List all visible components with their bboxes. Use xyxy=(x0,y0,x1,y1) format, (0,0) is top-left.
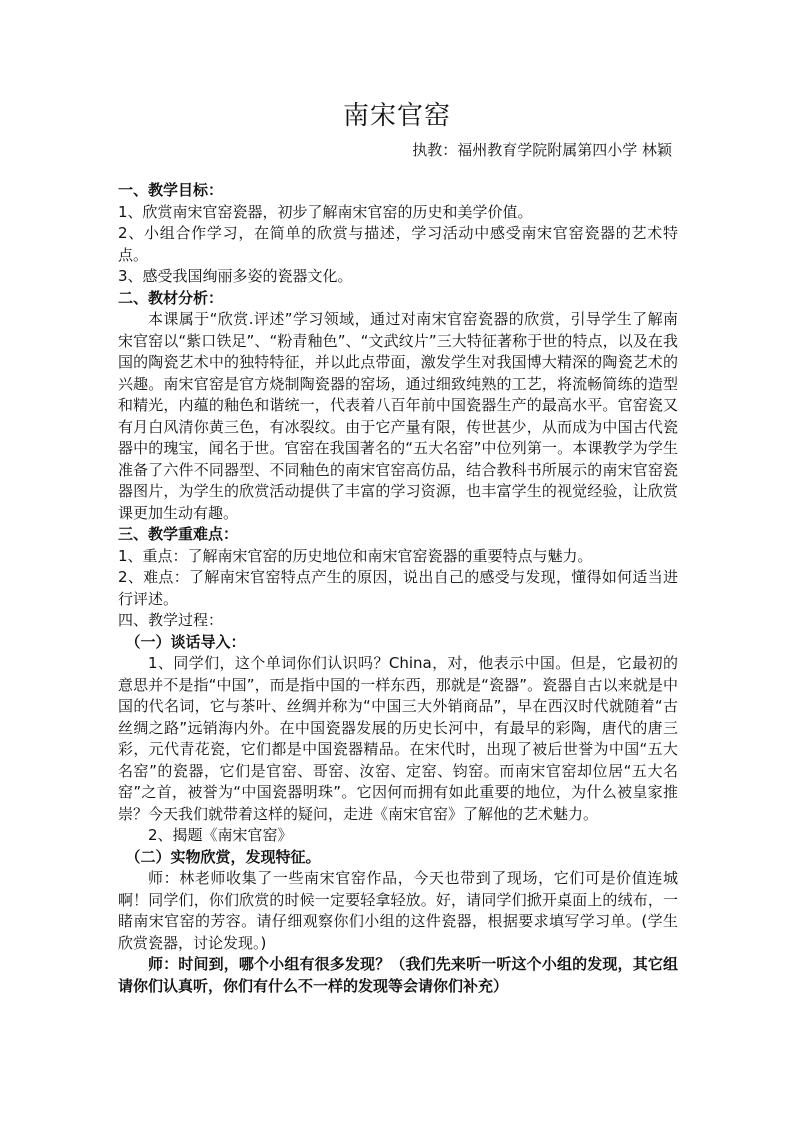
keypoint-item: 2、难点：了解南宋官窑特点产生的原因，说出自己的感受与发现，懂得如何适当进行评述。 xyxy=(118,568,678,608)
goals-heading: 一、教学目标： xyxy=(118,181,224,199)
analysis-paragraph: 本课属于“欣赏.评述”学习领域，通过对南宋官窑瓷器的欣赏，引导学生了解南宋官窑以“紫口铁足”、“粉青釉色”、“文武纹片”三大特征著称于世的特点，以及在我国的陶瓷艺术中的独特特征，并以此点带面，激发学生对我国博大精深的陶瓷艺术的兴趣。南宋官窑是官方烧制陶瓷器的窑场，通过细致纯熟的工艺，将流畅简练的造型和精光，内蕴的釉色和谐统一，代表着八百年前中国瓷器生产的最高水平。官窑瓷又有月白风清你黄三色，有冰裂纹。由于它产量有限，传世甚少，从而成为中国古代瓷器中的瑰宝，闻名于世。官窑在我国著名的“五大名窑”中位列第一。本课教学为学生准备了六件不同器型、不同釉色的南宋官窑高仿品，结合教科书所展示的南宋官窑瓷器图片，为学生的欣赏活动提供了丰富的学习资源，也丰富学生的视觉经验，让欣赏课更加生动有趣。 xyxy=(118,310,678,522)
process-heading: 四、教学过程： xyxy=(118,611,224,629)
page-title: 南宋官窑 xyxy=(342,101,451,131)
step1-topic: 2、揭题《南宋官窑》 xyxy=(148,826,293,844)
document-body xyxy=(118,180,678,997)
keypoints-heading: 三、教学重难点： xyxy=(118,525,239,543)
goal-item: 3、感受我国绚丽多姿的瓷器文化。 xyxy=(118,267,353,285)
author-line: 执教：福州教育学院附属第四小学 林颖 xyxy=(412,141,672,159)
step2-paragraph: 师：林老师收集了一些南宋官窑作品，今天也带到了现场，它们可是价值连城啊！同学们，你们欣赏的时候一定要轻拿轻放。好，请同学们掀开桌面上的绒布，一睹南宋官窑的芳容。请仔细观察你们小组的这件瓷器，根据要求填写学习单。(学生欣赏瓷器，讨论发现。) xyxy=(118,869,678,952)
keypoint-item: 1、重点：了解南宋官窑的历史地位和南宋官窑瓷器的重要特点与魅力。 xyxy=(118,546,593,565)
step1-heading: （一）谈话导入： xyxy=(125,632,246,651)
step2-question: 师：时间到，哪个小组有很多发现？（我们先来听一听这个小组的发现，其它组请你们认真听，你们有什么不一样的发现等会请你们补充） xyxy=(118,955,678,995)
step2-heading: （二）实物欣赏，发现特征。 xyxy=(125,847,321,866)
goal-item: 2、小组合作学习，在简单的欣赏与描述，学习活动中感受南宋官窑瓷器的艺术特点。 xyxy=(118,224,678,264)
step1-paragraph: 1、同学们，这个单词你们认识吗？China，对，他表示中国。但是，它最初的意思并不是指“中国”，而是指中国的一样东西，那就是“瓷器”。瓷器自古以来就是中国的代名词，它与茶叶、丝绸并称为“中国三大外销商品”，早在西汉时代就随着“古丝绸之路”远销海内外。在中国瓷器发展的历史长河中，有最早的彩陶，唐代的唐三彩，元代青花瓷，它们都是中国瓷器精品。在宋代时，出现了被后世誉为中国“五大名窑”的瓷器，它们是官窑、哥窑、汝窑、定窑、钧窑。而南宋官窑却位居“五大名窑”之首，被誉为“中国瓷器明珠”。它因何而拥有如此重要的地位，为什么被皇家推崇？今天我们就带着这样的疑问，走进《南宋官窑》了解他的艺术魅力。 xyxy=(118,654,678,823)
goal-item: 1、欣赏南宋官窑瓷器，初步了解南宋官窑的历史和美学价值。 xyxy=(118,202,533,221)
analysis-heading: 二、教材分析： xyxy=(118,288,224,307)
